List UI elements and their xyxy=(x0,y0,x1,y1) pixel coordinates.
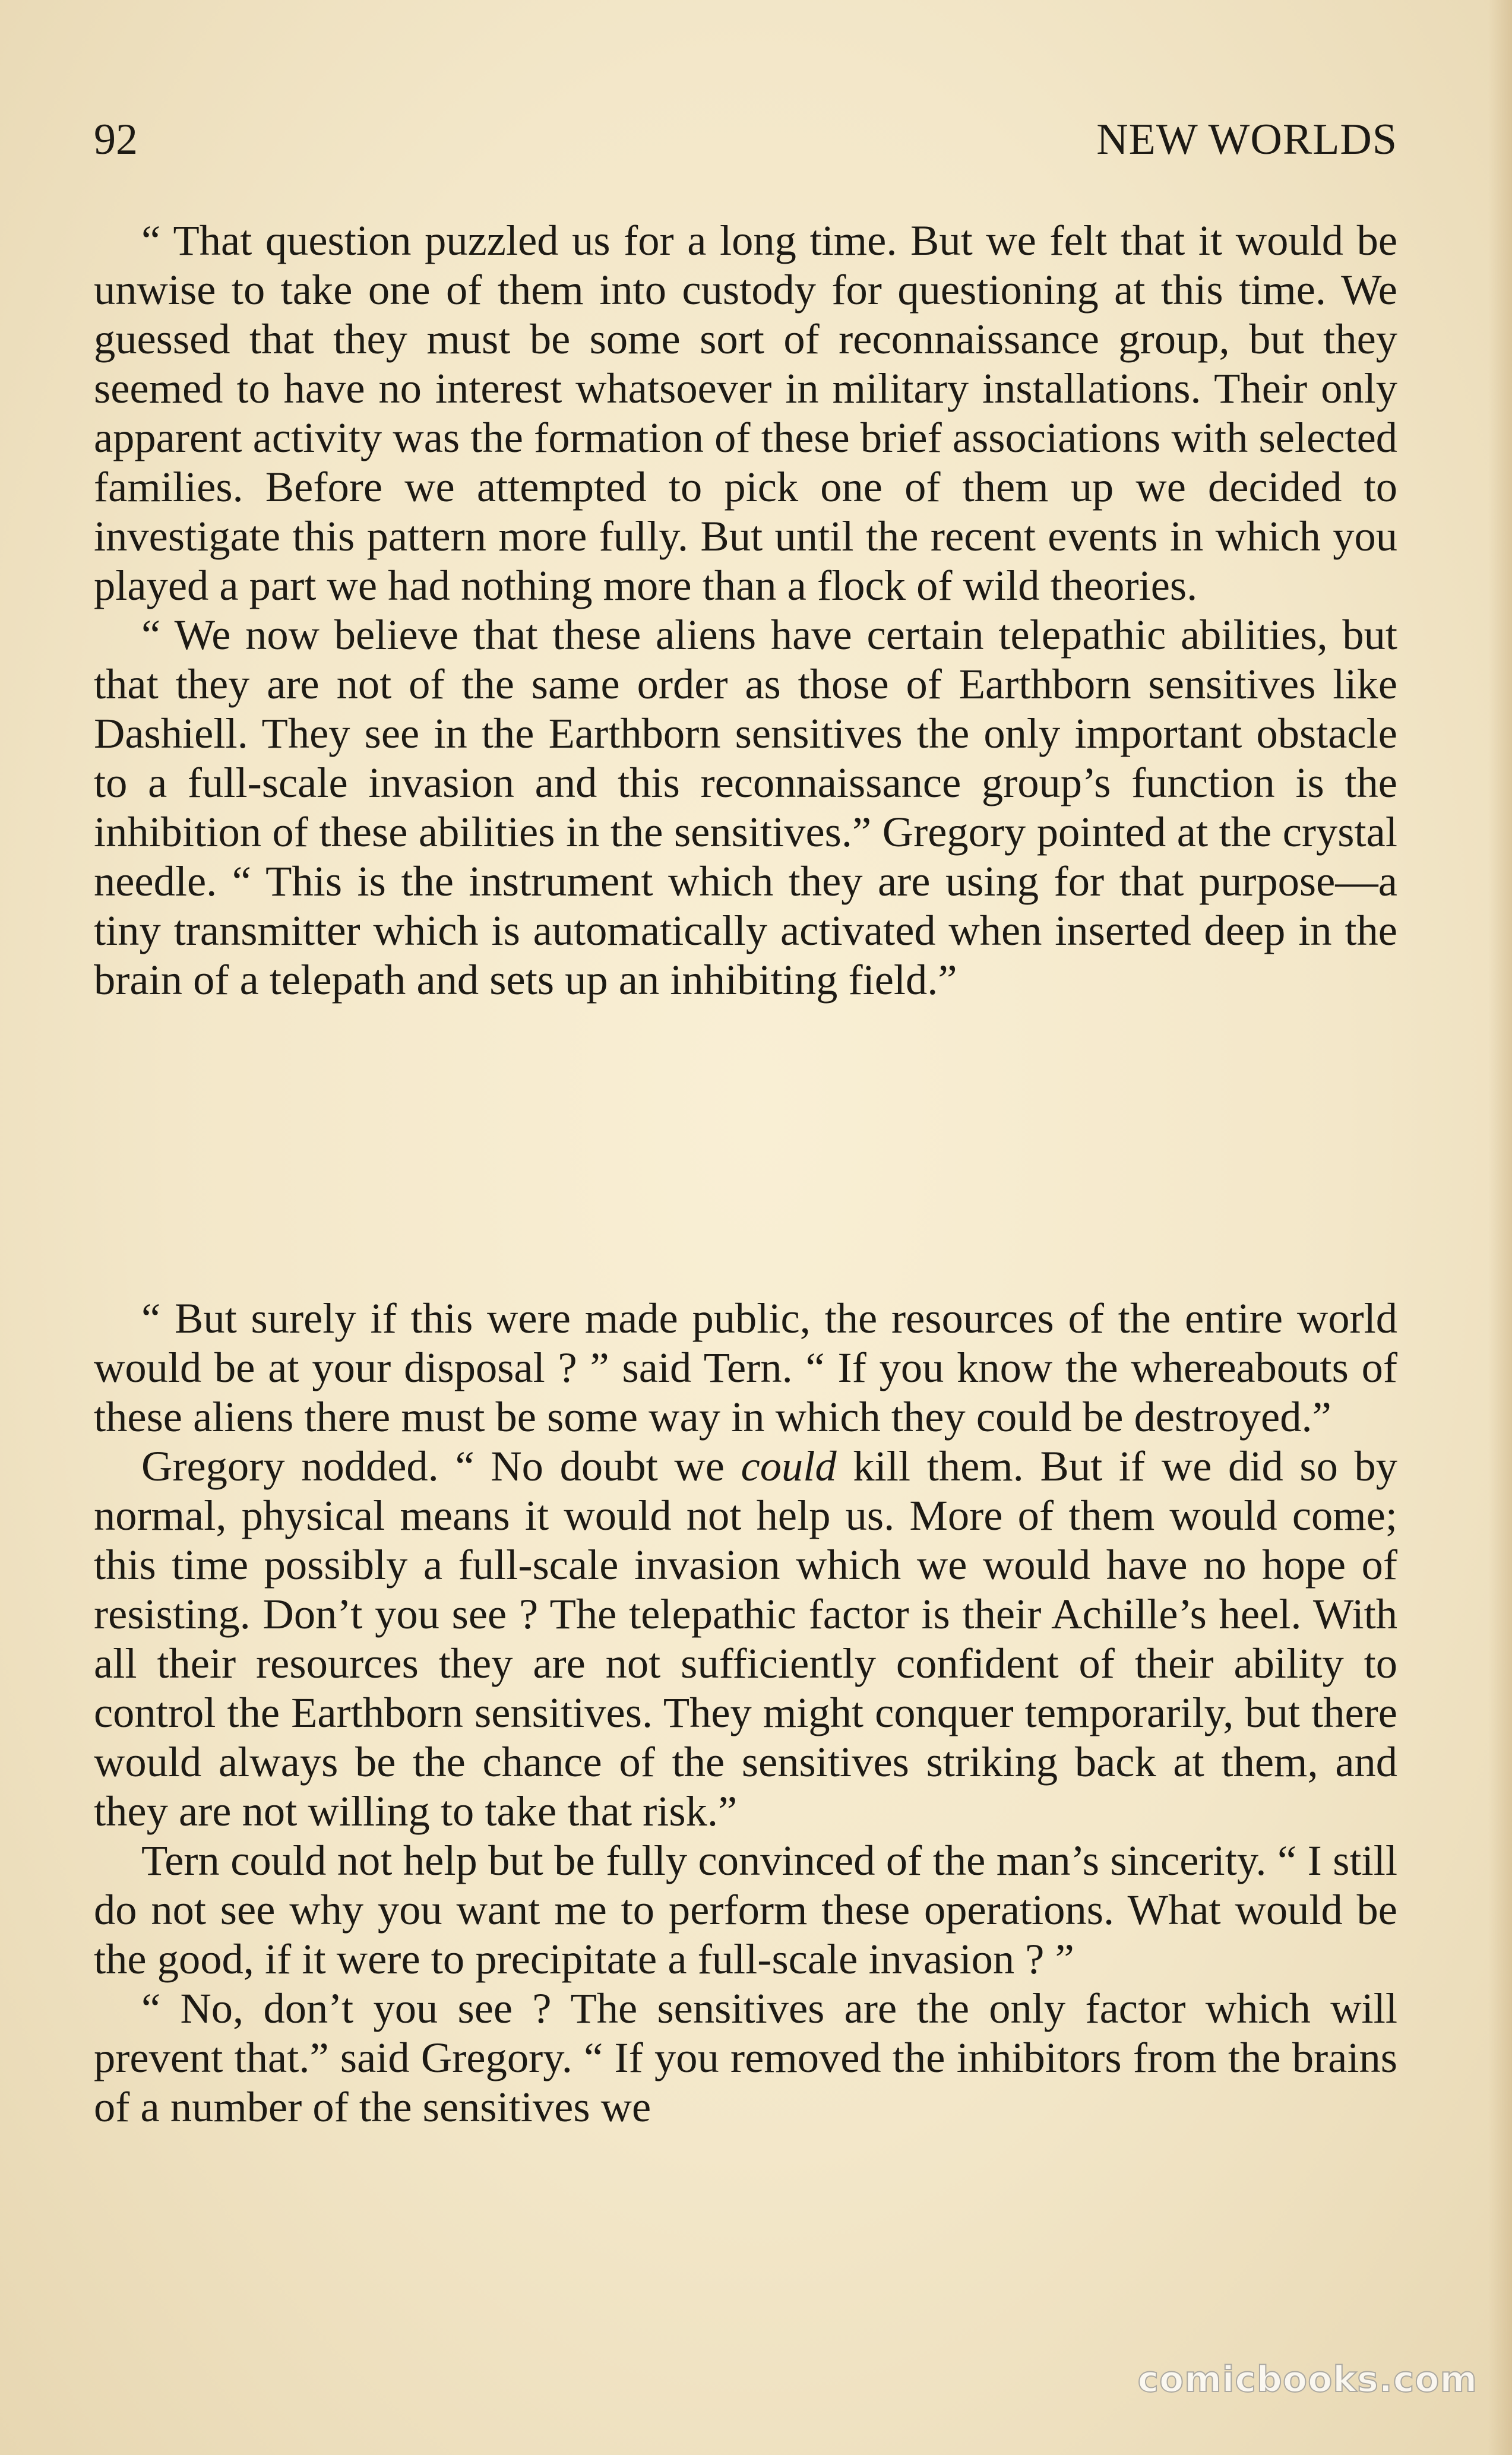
running-head: NEW WORLDS xyxy=(1096,115,1397,164)
emphasis-text: could xyxy=(741,1442,837,1490)
paragraph: “ That question puzzled us for a long time. But we felt that it would be unwise to take one of them into custody for questioning at this time. We guessed that they must be some sort of reconnaissance group, but they seemed to have no interest whatsoever in military installations. Their only apparent activity was the formation of these brief associations with selected families. Before we attempted to pick one of them up we decided to investigate this pattern more fully. But until the recent events in which you played a part we had nothing more than a flock of wild theories. xyxy=(94,216,1397,609)
watermark: comicbooks.com xyxy=(1137,2359,1478,2400)
page-number: 92 xyxy=(94,115,138,164)
text-block-lower xyxy=(94,1293,1397,2131)
paragraph-with-emphasis xyxy=(94,1441,1397,1836)
paragraph: “ But surely if this were made public, the resources of the entire world would be at your disposal ? ” said Tern. “ If you know the whereabouts of these aliens there must be some way in which they could be destroyed.” xyxy=(94,1294,1397,1441)
paragraph: “ We now believe that these aliens have certain telepathic abilities, but that they are not of the same order as those of Earthborn sensitives like Dashiell. They see in the Earthborn sensitives the only important obstacle to a full-scale invasion and this reconnaissance group’s function is the inhibition of these abilities in the sensitives.” Gregory pointed at the crystal needle. “ This is the instrument which they are using for that purpose—a tiny transmitter which is automatically activated when inserted deep in the brain of a telepath and sets up an inhibiting field.” xyxy=(94,610,1397,1004)
text-block-upper xyxy=(94,216,1397,1004)
page-edge-shadow xyxy=(1488,0,1512,2455)
paragraph: Tern could not help but be fully convinced of the man’s sincerity. “ I still do not see why you want me to perform these operations. What would be the good, if it were to precipitate a full-scale invasion ? ” xyxy=(94,1836,1397,1983)
paragraph-text: Gregory nodded. “ No doubt we xyxy=(141,1442,741,1490)
page-header xyxy=(94,113,1397,166)
paragraph: “ No, don’t you see ? The sensitives are the only factor which will prevent that.” said Gregory. “ If you removed the inhibitors from the brains of a number of the sensitives we xyxy=(94,1984,1397,2131)
paragraph-text: kill them. But if we did so by normal, physical means it would not help us. More of them would come; this time possibly a full-scale invasion which we would have no hope of resisting. Don’t you see ? The telepathic factor is their Achille’s heel. With all their resources they are not sufficiently confident of their ability to control the Earthborn sensitives. They might conquer temporarily, but there would always be the chance of the sensitives striking back at them, and they are not willing to take that risk.” xyxy=(94,1442,1397,1835)
